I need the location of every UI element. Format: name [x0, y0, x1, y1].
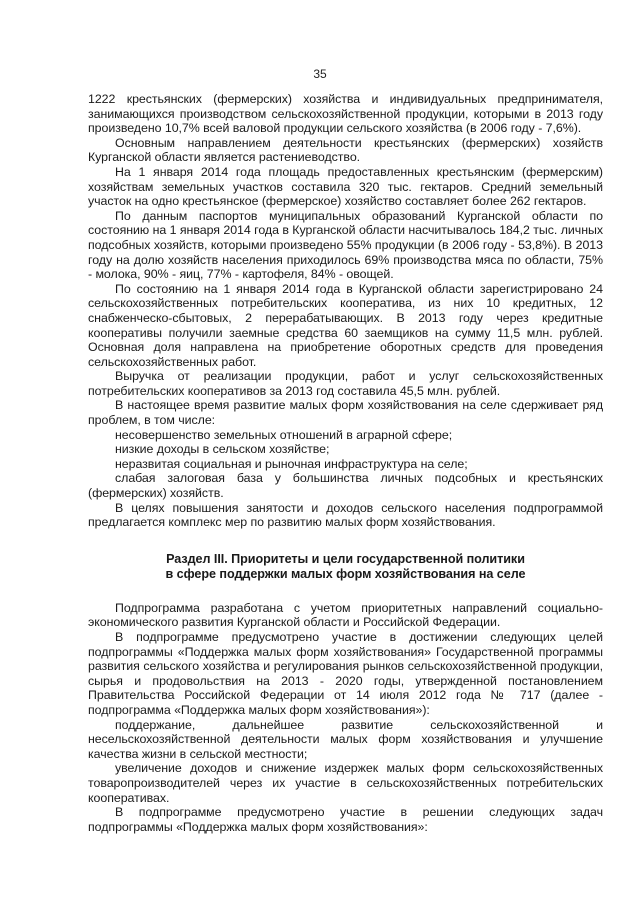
paragraph: По данным паспортов муниципальных образований Курганской области по состоянию на 1 января 2014 года в Курганской области насчитывалось 184,2 тыс. личных подсобных хозяйств, которыми произведено 55% продукции (в 2006 году - 53,8%). В 2013 году на долю хозяйств населения приходилось 69% производства мяса по области, 75% - молока, 90% - яиц, 77% - картофеля, 84% - овощей. [88, 208, 603, 282]
paragraph: несовершенство земельных отношений в аграрной сфере; [115, 427, 453, 442]
document-body [88, 92, 603, 834]
paragraph: увеличение доходов и снижение издержек малых форм сельскохозяйственных товаропроизводителей через их участие в сельскохозяйственных потребительских кооперативах. [88, 761, 603, 805]
paragraph: 1222 крестьянских (фермерских) хозяйства и индивидуальных предпринимателя, занимающихся производством сельскохозяйственной продукции, которыми в 2013 году произведено 10,7% всей валовой продукции сельского хозяйства (в 2006 году - 7,6%). [88, 92, 603, 136]
paragraph: В подпрограмме предусмотрено участие в решении следующих задач подпрограммы «Поддержка малых форм хозяйствования»: [88, 805, 603, 834]
paragraph: поддержание, дальнейшее развитие сельскохозяйственной и несельскохозяйственной деятельности малых форм хозяйствования и улучшение качества жизни в сельской местности; [88, 717, 603, 761]
page-number: 35 [313, 67, 327, 81]
paragraph: Подпрограмма разработана с учетом приоритетных направлений социально-экономического развития Курганской области и Российской Федерации. [88, 600, 603, 630]
section-heading [88, 552, 603, 582]
paragraph: Основным направлением деятельности крестьянских (фермерских) хозяйств Курганской области является растениеводство. [88, 135, 603, 165]
paragraph: В подпрограмме предусмотрено участие в достижении следующих целей подпрограммы «Поддержка малых форм хозяйствования» Государственной программы развития сельского хозяйства и регулирования рынков сельскохозяйственной продукции, сырья и продовольствия на 2013 - 2020 годы, утвержденной постановлением Правительства Российской Федерации от 14 июля 2012 года № 717 (далее - подпрограмма «Поддержка малых форм хозяйствования»): [88, 630, 603, 717]
paragraph: На 1 января 2014 года площадь предоставленных крестьянским (фермерским) хозяйствам земельных участков составила 320 тыс. гектаров. Средний земельный участок на одно крестьянское (фермерское) хозяйство составляет более 262 гектаров. [88, 164, 603, 209]
body-text-bottom [88, 601, 603, 835]
paragraph: неразвитая социальная и рыночная инфраструктура на селе; [115, 456, 468, 471]
paragraph: низкие доходы в сельском хозяйстве; [115, 442, 330, 457]
paragraph: слабая залоговая база у большинства личных подсобных и крестьянских (фермерских) хозяйств. [88, 471, 603, 501]
section-heading-line-2: в сфере поддержки малых форм хозяйствования на селе [165, 566, 526, 581]
paragraph: В целях повышения занятости и доходов сельского населения подпрограммой предлагается комплекс мер по развитию малых форм хозяйствования. [88, 500, 603, 530]
paragraph: В настоящее время развитие малых форм хозяйствования на селе сдерживает ряд проблем, в том числе: [88, 398, 603, 428]
section-heading-line-1: Раздел III. Приоритеты и цели государственной политики [166, 551, 525, 566]
paragraph: По состоянию на 1 января 2014 года в Курганской области зарегистрировано 24 сельскохозяйственных потребительских кооператива, из них 10 кредитных, 12 снабженческо-сбытовых, 2 перерабатывающих. В 2013 году через кредитные кооперативы получили заемные средства 60 заемщиков на сумму 11,5 млн. рублей. Основная доля направлена на приобретение оборотных средств для проведения сельскохозяйственных работ. [88, 281, 603, 369]
paragraph: Выручка от реализации продукции, работ и услуг сельскохозяйственных потребительских кооперативов за 2013 год составила 45,5 млн. рублей. [88, 369, 603, 398]
body-text-top [88, 92, 603, 530]
